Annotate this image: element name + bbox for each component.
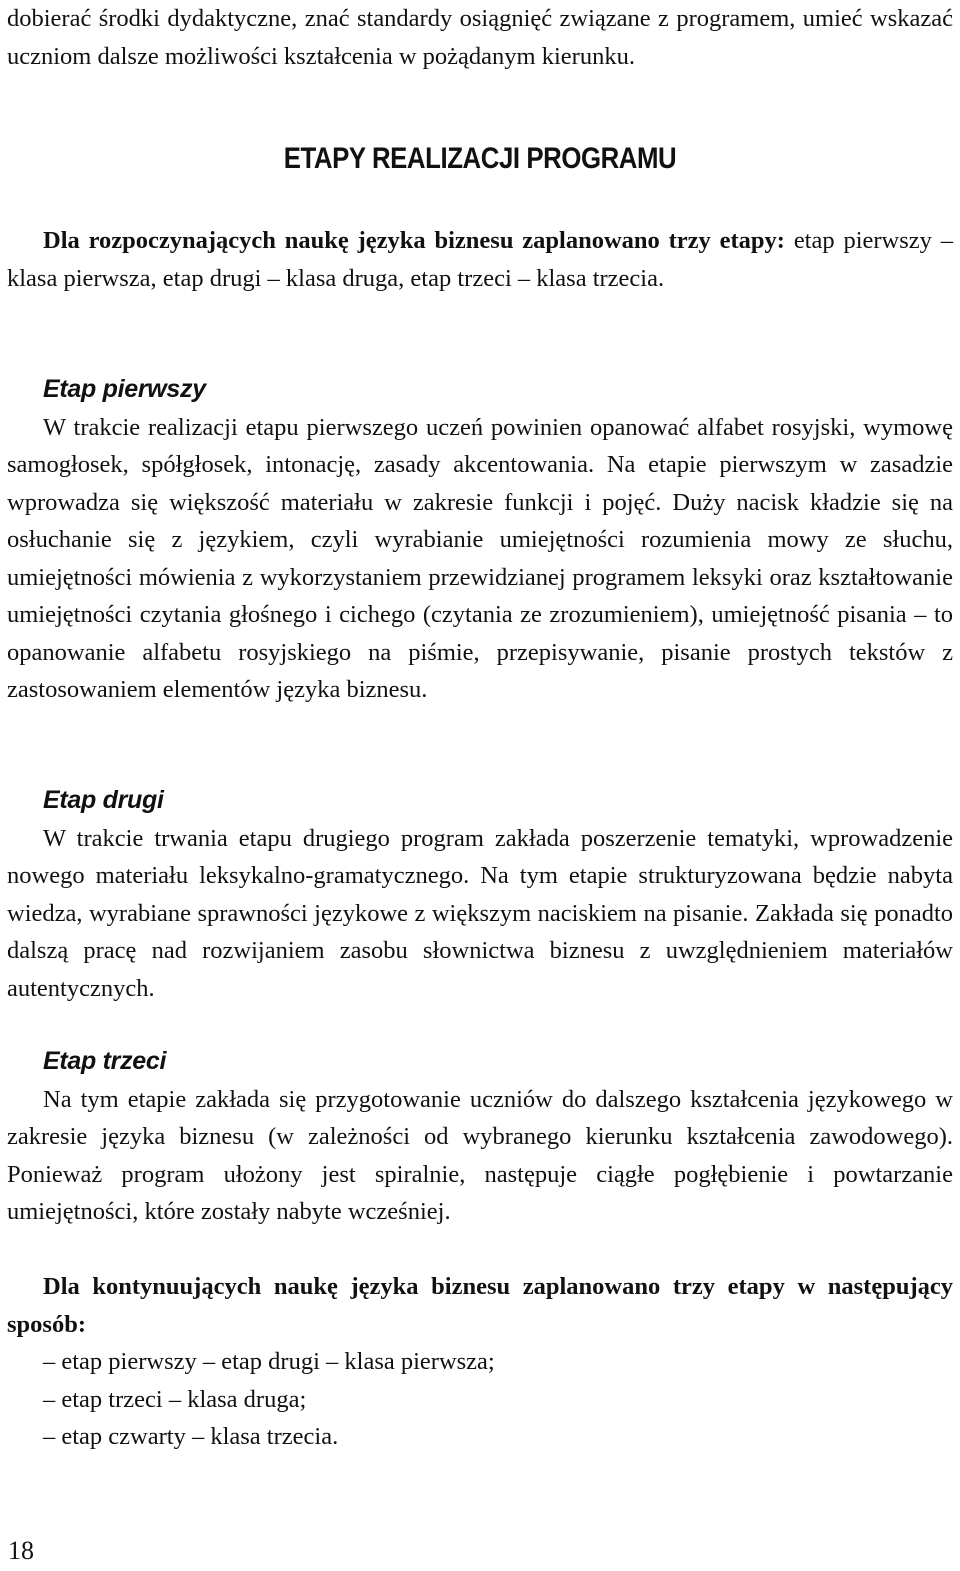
stage-second-section	[7, 782, 953, 1007]
stage-first-title: Etap pierwszy	[43, 375, 206, 403]
intro-bold-text: Dla rozpoczynających naukę języka biznesu zaplanowano trzy etapy:	[43, 227, 785, 254]
stage-third-title: Etap trzeci	[43, 1047, 167, 1075]
stage-second-title: Etap drugi	[43, 786, 164, 814]
intro-paragraph	[7, 222, 953, 297]
intro-text: etap pierwszy – klasa pierwsza, etap drugi – klasa druga, etap trzeci – klasa trzecia.	[7, 227, 953, 292]
intro-section	[7, 222, 953, 297]
stage-second-text: W trakcie trwania etapu drugiego program zakłada poszerzenie tematyki, wprowadzenie nowego materiału leksykalno-gramatycznego. Na tym etapie strukturyzowana będzie nabyta wiedza, wyrabiane sprawności językowe z większym naciskiem na pisanie. Zakłada się ponadto dalszą pracę nad rozwijaniem zasobu słownictwa biznesu z uwzględnieniem materiałów autentycznych.	[7, 824, 953, 1002]
continuing-list	[7, 1343, 953, 1456]
list-item: – etap pierwszy – etap drugi – klasa pierwsza;	[43, 1348, 495, 1375]
top-paragraph: dobierać środki dydaktyczne, znać standardy osiągnięć związane z programem, umieć wskazać uczniom dalsze możliwości kształcenia w pożądanym kierunku.	[7, 5, 953, 70]
continuing-heading: Dla kontynuujących naukę języka biznesu zaplanowano trzy etapy w następujący sposób:	[7, 1273, 953, 1338]
stage-first-section	[7, 371, 953, 709]
stage-third-section	[7, 1043, 953, 1231]
main-heading: ETAPY REALIZACJI PROGRAMU	[283, 142, 677, 175]
continuing-section	[7, 1268, 953, 1456]
stage-first-text: W trakcie realizacji etapu pierwszego uczeń powinien opanować alfabet rosyjski, wymowę samogłosek, spółgłosek, intonację, zasady akcentowania. Na etapie pierwszym w zasadzie wprowadza się większość materiału w zakresie funkcji i pojęć. Duży nacisk kładzie się na osłuchanie się z językiem, czyli wyrabianie umiejętności rozumienia mowy ze słuchu, umiejętności mówienia z wykorzystaniem przewidzianej programem leksyki oraz kształtowanie umiejętności czytania głośnego i cichego (czytania ze zrozumieniem), umiejętność pisania – to opanowanie alfabetu rosyjskiego na piśmie, przepisywanie, pisanie prostych tekstów z zastosowaniem elementów języka biznesu.	[7, 413, 953, 703]
list-item: – etap czwarty – klasa trzecia.	[43, 1423, 339, 1450]
list-item: – etap trzeci – klasa druga;	[43, 1385, 307, 1413]
stage-third-text: Na tym etapie zakłada się przygotowanie uczniów do dalszego kształcenia językowego w zakresie języka biznesu (w zależności od wybranego kierunku kształcenia zawodowego). Ponieważ program ułożony jest spiralnie, następuje ciągłe pogłębienie i powtarzanie umiejętności, które zostały nabyte wcześniej.	[7, 1085, 953, 1225]
page-number: 18	[8, 1536, 34, 1565]
